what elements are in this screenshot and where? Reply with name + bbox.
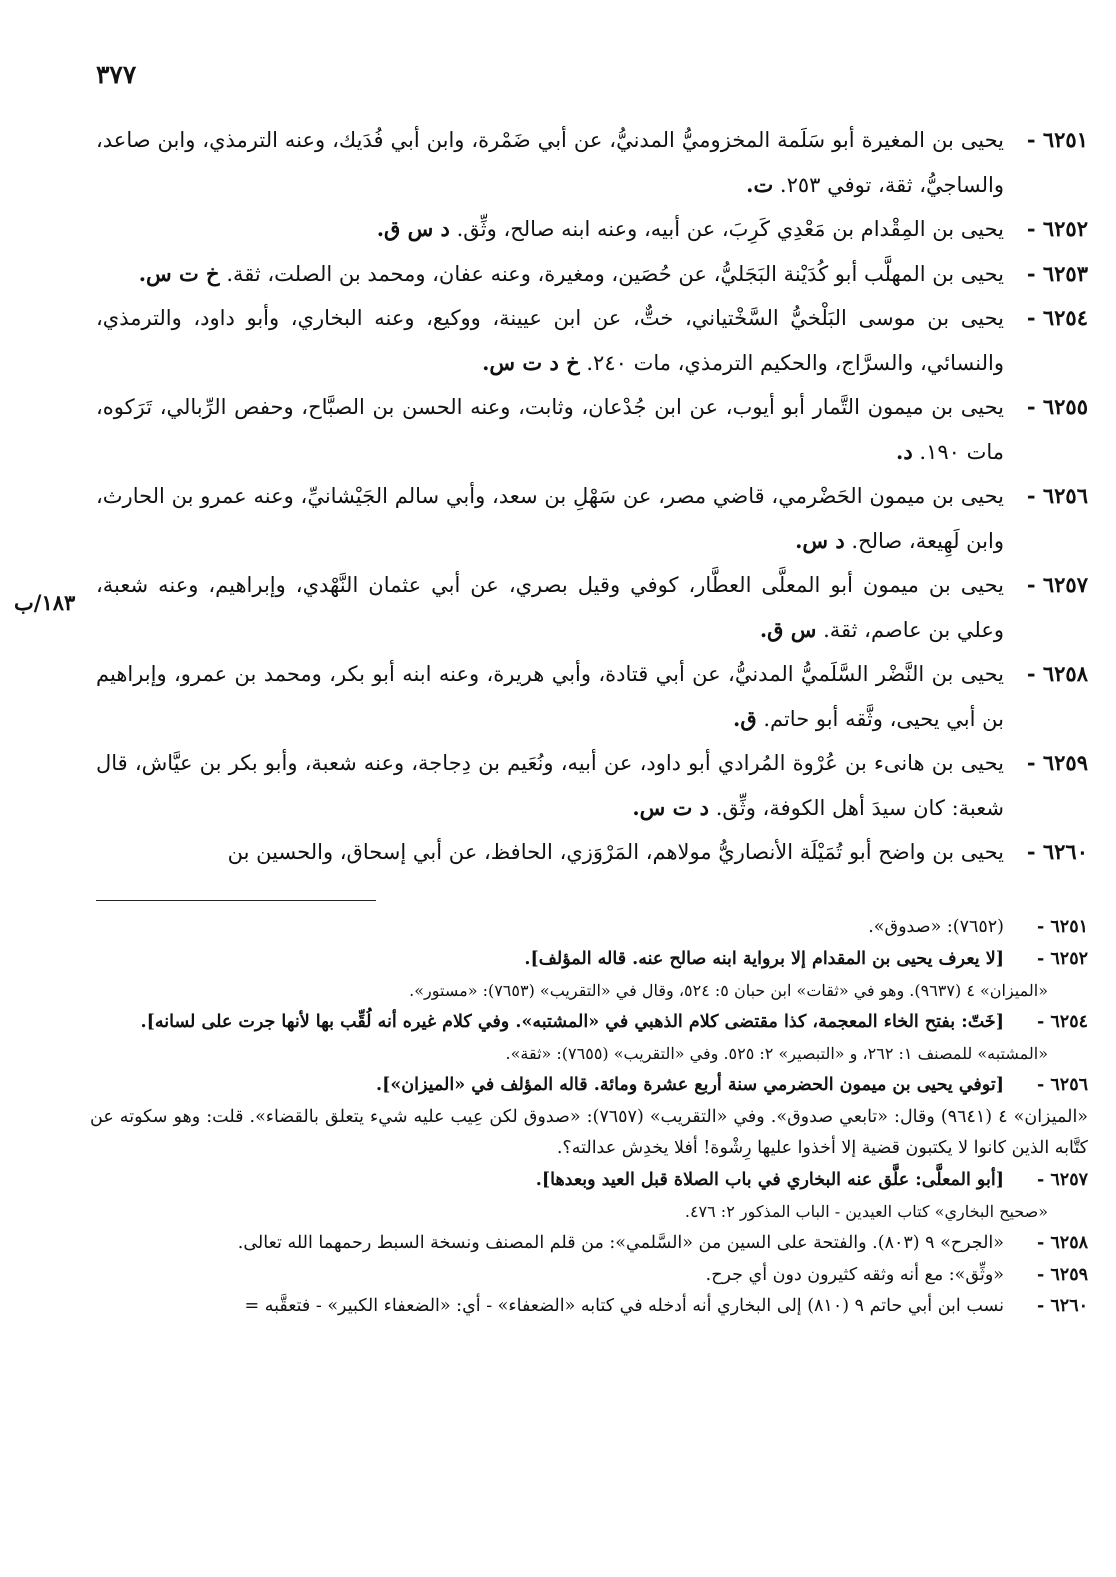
entry-text: يحيى بن المغيرة أبو سَلَمة المخزوميُّ المدنيُّ، عن أبي ضَمْرة، وابن أبي فُدَيك، وعنه الترمذي، وابن صاعد، والساجيُّ، ثقة، توفي ٢٥٣. (96, 128, 1004, 197)
entry-6254 (96, 296, 1088, 385)
entry-text: يحيى بن المِقْدام بن مَعْدِي كَرِبَ، عن أبيه، وعنه ابنه صالح، وثِّق. (456, 217, 1004, 241)
footnote-6259 (90, 1260, 1088, 1292)
entry-code: خ د ت س. (482, 349, 580, 375)
entry-number: ٦٢٥٢ - (1026, 216, 1088, 241)
footnote-text: [أبو المعلَّى: علَّق عنه البخاري في باب الصلاة قبل العيد وبعدها]. (535, 1169, 1004, 1190)
entry-number: ٦٢٥٨ - (1026, 661, 1088, 686)
entry-code: د ت س. (632, 794, 710, 820)
entry-6252 (96, 207, 1088, 252)
entry-6260 (96, 830, 1088, 875)
entry-number: ٦٢٥٣ - (1026, 260, 1088, 286)
footnote-text: [خَتّ: بفتح الخاء المعجمة، كذا مقتضى كلام الذهبي في «المشتبه». وفي كلام غيره أنه لُقِّب بها لأنها جرت على لسانه]. (140, 1011, 1004, 1032)
entry-6251 (96, 118, 1088, 207)
footnote-number: ٦٢٥٢ - (1037, 948, 1088, 969)
footnote-number: ٦٢٥٤ - (1037, 1011, 1088, 1032)
entry-text: يحيى بن المهلَّب أبو كُدَيْنة البَجَليُّ، عن حُصَين، ومغيرة، وعنه عفان، ومحمد بن الصلت، ثقة. (226, 261, 1004, 286)
footnote-6256-continuation (90, 1102, 1088, 1165)
entry-text: يحيى بن النَّضْر السَّلَميُّ المدنيُّ، عن أبي قتادة، وأبي هريرة، وعنه ابنه أبو بكر، ومحمد بن عمرو، وإبراهيم بن أبي يحيى، وثَّقه أبو حاتم. (96, 662, 1004, 731)
entry-6255 (96, 385, 1088, 474)
footnote-source: «صحيح البخاري» كتاب العيدين - الباب المذكور ٢: ٤٧٦. (684, 1202, 1048, 1222)
footnote-number: ٦٢٥٩ - (1037, 1264, 1088, 1285)
footnote-text: (٧٦٥٢): «صدوق». (868, 917, 1004, 937)
footnote-separator (96, 900, 376, 901)
entry-number: ٦٢٦٠ - (1026, 839, 1088, 864)
entry-number: ٦٢٥١ - (1026, 127, 1088, 152)
entry-number: ٦٢٥٤ - (1026, 305, 1088, 330)
entry-code: خ ت س. (138, 260, 220, 286)
biography-entries (96, 118, 1088, 875)
footnotes (90, 912, 1088, 1323)
entry-6259 (96, 741, 1088, 830)
footnote-text: «وثِّق»: مع أنه وثقه كثيرون دون أي جرح. (705, 1264, 1004, 1285)
footnote-6260 (90, 1291, 1088, 1323)
entry-text: يحيى بن موسى البَلْخيُّ السَّخْتياني، ختٌّ، عن ابن عيينة، ووكيع، وعنه البخاري، وأبو داود، والترمذي، والنسائي، والسرَّاج، والحكيم الترمذي، مات ٢٤٠. (96, 306, 1004, 375)
footnote-6252 (90, 944, 1088, 976)
footnote-number: ٦٢٥٧ - (1037, 1169, 1088, 1190)
entry-code: د. (896, 438, 913, 464)
entry-code: ت. (746, 171, 774, 197)
page-number: ٣٧٧ (96, 60, 137, 89)
entry-text: يحيى بن هانىء بن عُرْوة المُرادي أبو داود، عن أبيه، ونُعَيم بن دِجاجة، وعنه شعبة، وأبو بكر بن عيَّاش، قال شعبة: كان سيدَ أهل الكوفة، وثِّق. (96, 751, 1004, 820)
footnote-6256 (90, 1070, 1088, 1102)
entry-text: يحيى بن ميمون الحَضْرمي، قاضي مصر، عن سَهْلِ بن سعد، وأبي سالم الجَيْشانيِّ، وعنه عمرو بن الحارث، وابن لَهِيعة، صالح. (96, 484, 1004, 553)
footnote-text: [توفي يحيى بن ميمون الحضرمي سنة أربع عشرة ومائة. قاله المؤلف في «الميزان»]. (375, 1074, 1004, 1095)
entry-number: ٦٢٥٥ - (1026, 394, 1088, 419)
entry-6257 (96, 563, 1088, 652)
entry-text: يحيى بن واضح أبو تُمَيْلَة الأنصاريُّ مولاهم، المَرْوَزي، الحافظ، عن أبي إسحاق، والحسين بن (227, 840, 1004, 864)
footnote-6257 (90, 1165, 1088, 1197)
footnote-number: ٦٢٥٨ - (1037, 1232, 1088, 1253)
entry-number: ٦٢٥٩ - (1026, 750, 1088, 775)
entry-text: يحيى بن ميمون التَّمار أبو أيوب، عن ابن جُدْعان، وثابت، وعنه الحسن بن الصبَّاح، وحفص الرِّبالي، تَرَكوه، مات ١٩٠. (96, 395, 1004, 464)
entry-code: د س. (795, 527, 845, 553)
footnote-text: «الجرح» ٩ (٨٠٣). والفتحة على السين من «السَّلمي»: من قلم المصنف ونسخة السبط رحمهما الله تعالى. (237, 1232, 1004, 1253)
entry-6253 (96, 252, 1088, 297)
footnote-text: «الميزان» ٤ (٩٦٤١) وقال: «تابعي صدوق». وفي «التقريب» (٧٦٥٧): «صدوق لكن عِيب عليه شيء يتعلق بالقضاء». قلت: وهو سكوته عن كتَّابه الذين كانوا لا يكتبون قضية إلا أخذوا عليها رِشْوة! أفلا يخدِش عدالته؟. (90, 1106, 1089, 1159)
entry-code: د س ق. (376, 216, 450, 241)
footnote-text: [لا يعرف يحيى بن المقدام إلا برواية ابنه صالح عنه. قاله المؤلف]. (524, 948, 1004, 969)
entry-number: ٦٢٥٧ - (1026, 572, 1088, 597)
footnote-text: نسب ابن أبي حاتم ٩ (٨١٠) إلى البخاري أنه أدخله في كتابه «الضعفاء» - أي: «الضعفاء الكبير» - فتعقَّبه = (244, 1296, 1004, 1317)
entry-6256 (96, 474, 1088, 563)
entry-code: ق. (733, 705, 757, 731)
entry-text: يحيى بن ميمون أبو المعلَّى العطَّار، كوفي وقيل بصري، عن أبي عثمان النَّهْدي، وإبراهيم، وعنه شعبة، وعلي بن عاصم، ثقة. (96, 573, 1004, 642)
footnote-number: ٦٢٦٠ - (1037, 1296, 1088, 1317)
footnote-number: ٦٢٥٦ - (1037, 1074, 1088, 1095)
footnote-source: «الميزان» ٤ (٩٦٣٧). وهو في «ثقات» ابن حبان ٥: ٥٢٤، وقال في «التقريب» (٧٦٥٣): «مستور». (409, 981, 1048, 1001)
footnote-6254 (90, 1007, 1088, 1039)
margin-folio-mark: ١٨٣/ب (14, 590, 76, 615)
entry-number: ٦٢٥٦ - (1026, 483, 1088, 508)
footnote-6258 (90, 1228, 1088, 1260)
entry-code: س ق. (759, 616, 817, 642)
entry-6258 (96, 652, 1088, 741)
footnote-6251 (90, 912, 1088, 944)
footnote-source: «المشتبه» للمصنف ١: ٢٦٢، و «التبصير» ٢: ٥٢٥. وفي «التقريب» (٧٦٥٥): «ثقة». (505, 1044, 1048, 1064)
footnote-number: ٦٢٥١ - (1037, 917, 1088, 937)
